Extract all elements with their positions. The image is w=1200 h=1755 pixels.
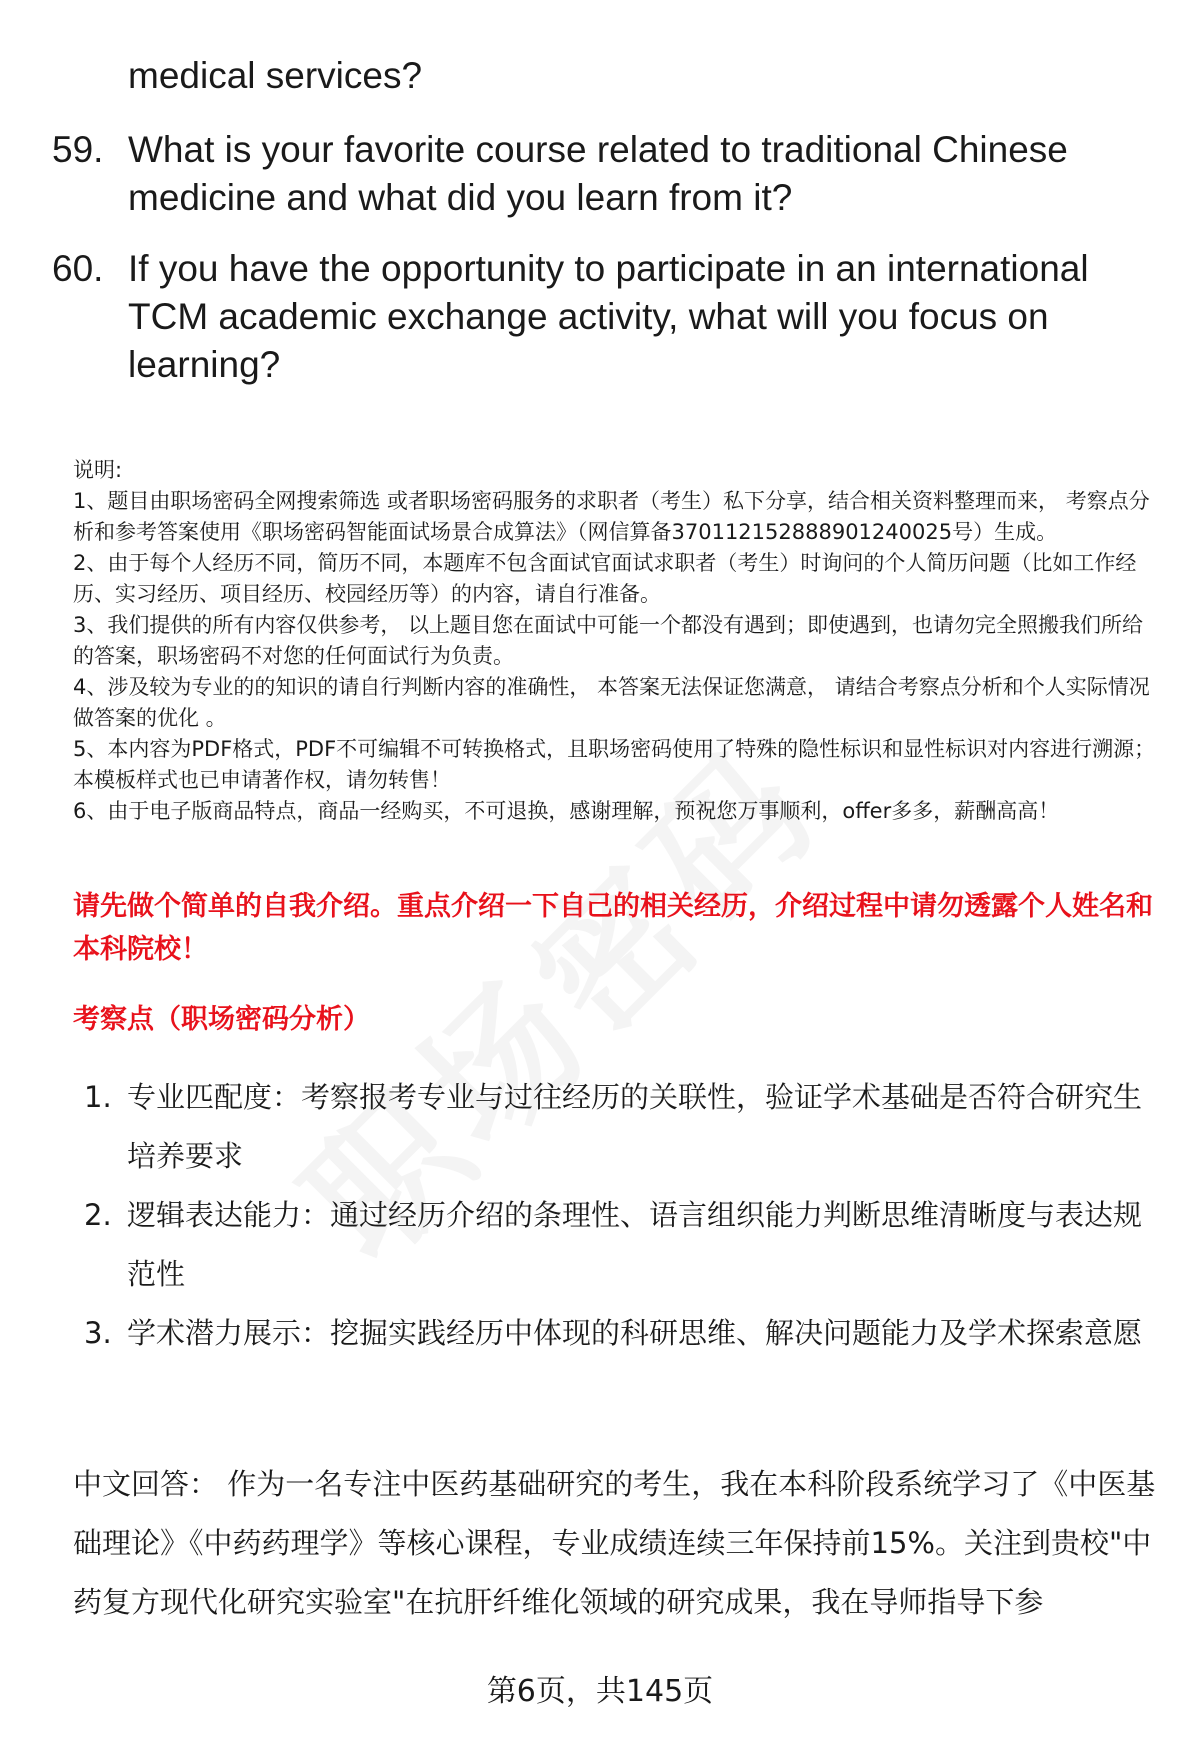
analysis-item xyxy=(0,1068,1200,1186)
answer-label: 中文回答： xyxy=(73,1467,219,1501)
analysis-number: 3. xyxy=(84,1316,112,1350)
note-item: 5、本内容为PDF格式，PDF不可编辑不可转换格式，且职场密码使用了特殊的隐性标识和显性标识对内容进行溯源；本模板样式也已申请著作权，请勿转售！ xyxy=(73,737,1156,792)
analysis-text: 逻辑表达能力：通过经历介绍的条理性、语言组织能力判断思维清晰度与表达规范性 xyxy=(127,1198,1143,1291)
question-number: 59. xyxy=(52,129,104,170)
analysis-number: 1. xyxy=(84,1080,112,1114)
analysis-number: 2. xyxy=(84,1198,112,1232)
note-item: 2、由于每个人经历不同，简历不同，本题库不包含面试官面试求职者（考生）时询问的个人简历问题（比如工作经历、实习经历、项目经历、校园经历等）的内容，请自行准备。 xyxy=(73,551,1137,606)
analysis-heading: 考察点（职场密码分析） xyxy=(73,1004,370,1035)
question-text: medical services? xyxy=(128,55,423,96)
note-item: 6、由于电子版商品特点，商品一经购买，不可退换，感谢理解，预祝您万事顺利，offer多多，薪酬高高！ xyxy=(73,799,1060,823)
note-item: 3、我们提供的所有内容仅供参考， 以上题目您在面试中可能一个都没有遇到；即使遇到，也请勿完全照搬我们所给的答案，职场密码不对您的任何面试行为负责。 xyxy=(73,613,1144,668)
analysis-text: 学术潜力展示：挖掘实践经历中体现的科研思维、解决问题能力及学术探索意愿 xyxy=(127,1316,1143,1350)
analysis-item xyxy=(0,1304,1200,1422)
notes-section xyxy=(73,455,1158,827)
question-number: 60. xyxy=(52,248,104,289)
analysis-list xyxy=(0,1068,1200,1422)
answer-paragraph xyxy=(73,1455,1158,1632)
note-item: 4、涉及较为专业的的知识的请自行判断内容的准确性， 本答案无法保证您满意， 请结合考察点分析和个人实际情况做答案的优化 。 xyxy=(73,675,1150,730)
answer-text: 作为一名专注中医药基础研究的考生，我在本科阶段系统学习了《中医基础理论》《中药药理学》等核心课程，专业成绩连续三年保持前15%。关注到贵校"中药复方现代化研究实验室"在抗肝纤维化领域的研究成果，我在导师指导下参 xyxy=(73,1467,1156,1619)
note-item: 1、题目由职场密码全网搜索筛选 或者职场密码服务的求职者（考生）私下分享，结合相关资料整理而来， 考察点分析和参考答案使用《职场密码智能面试场景合成算法》（网信算备370112152888901240025号）生成。 xyxy=(73,489,1150,544)
question-text: If you have the opportunity to participate in an international TCM academic exchange activity, what will you focus on learning? xyxy=(128,248,1089,385)
question-text: What is your favorite course related to traditional Chinese medicine and what did you learn from it? xyxy=(128,129,1068,218)
analysis-item xyxy=(0,1186,1200,1304)
page-footer: 第6页，共145页 xyxy=(486,1674,714,1709)
notes-title: 说明: xyxy=(73,458,123,482)
interview-question: 请先做个简单的自我介绍。重点介绍一下自己的相关经历，介绍过程中请勿透露个人姓名和本科院校！ xyxy=(73,891,1153,965)
analysis-text: 专业匹配度：考察报考专业与过往经历的关联性，验证学术基础是否符合研究生培养要求 xyxy=(127,1080,1143,1173)
